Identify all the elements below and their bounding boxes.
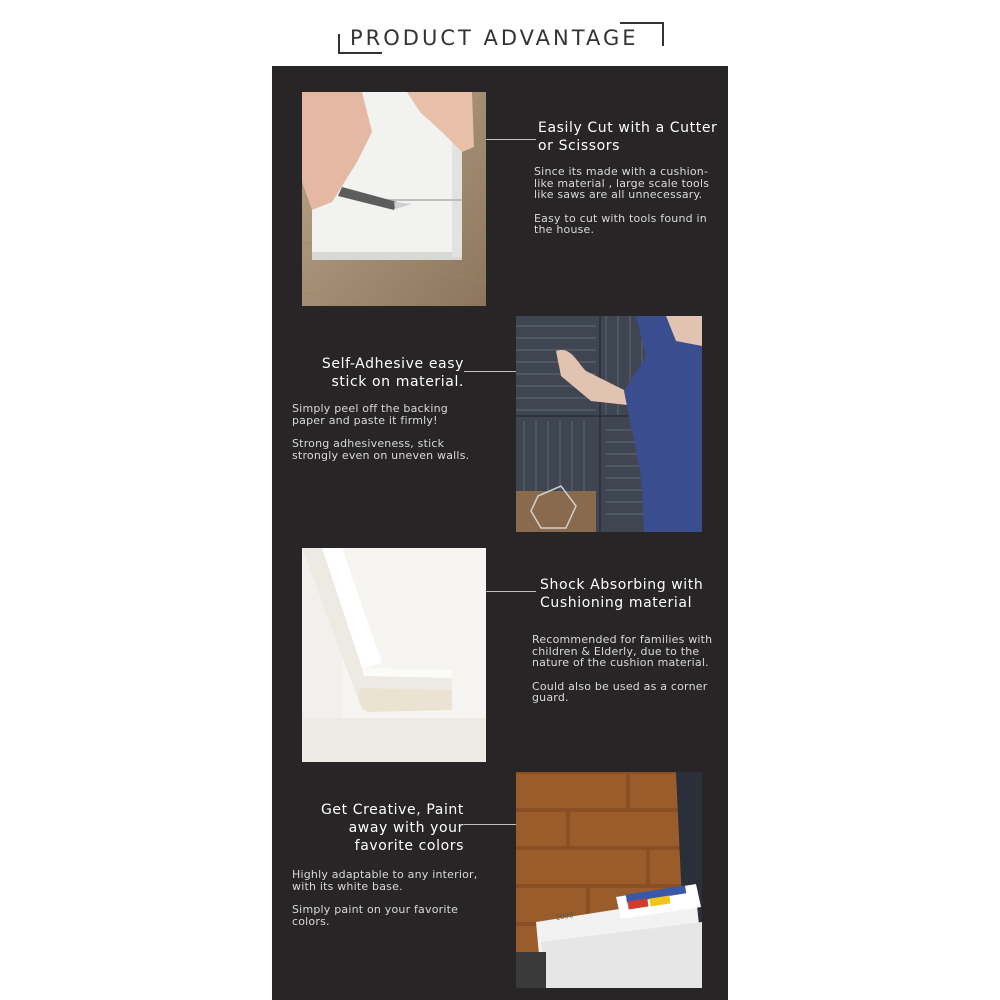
feature-paragraph: Simply peel off the backing paper and paste it firmly! bbox=[292, 402, 448, 427]
foam-cross-section-photo bbox=[302, 548, 486, 762]
feature-paragraph: Since its made with a cushion-like material , large scale tools like saws are all unnecessary. bbox=[534, 165, 710, 201]
feature-title: Get Creative, Paint away with your favorite colors bbox=[320, 802, 464, 854]
feature-paragraph: Recommended for families with children & Elderly, due to the nature of the cushion material. bbox=[532, 633, 713, 669]
book-label: 1000 bbox=[555, 911, 574, 922]
connector-line bbox=[486, 591, 536, 592]
feature-description bbox=[534, 166, 724, 248]
feature-paragraph: Easy to cut with tools found in the house. bbox=[534, 211, 707, 236]
hand-pressing-wall-panel-photo bbox=[516, 316, 702, 532]
section-header bbox=[338, 20, 668, 60]
feature-description bbox=[532, 634, 724, 716]
connector-line bbox=[486, 139, 536, 140]
connector-line bbox=[464, 824, 516, 825]
connector-line bbox=[464, 371, 516, 372]
feature-description bbox=[292, 403, 472, 473]
feature-title: Self-Adhesive easy stick on material. bbox=[321, 356, 464, 390]
feature-title: Shock Absorbing with Cushioning material bbox=[540, 577, 704, 611]
feature-paragraph: Highly adaptable to any interior, with its white base. bbox=[292, 868, 478, 893]
feature-paragraph: Strong adhesiveness, stick strongly even on uneven walls. bbox=[292, 437, 470, 462]
feature-title: Easily Cut with a Cutter or Scissors bbox=[538, 120, 718, 154]
feature-paragraph: Simply paint on your favorite colors. bbox=[292, 903, 459, 928]
feature-description bbox=[292, 869, 492, 939]
advantages-panel bbox=[272, 66, 728, 1000]
page-title: PRODUCT ADVANTAGE bbox=[350, 26, 639, 50]
feature-paragraph: Could also be used as a corner guard. bbox=[532, 679, 708, 704]
painted-wood-wall-photo bbox=[516, 772, 702, 988]
cutter-cutting-panel-photo bbox=[302, 92, 486, 306]
